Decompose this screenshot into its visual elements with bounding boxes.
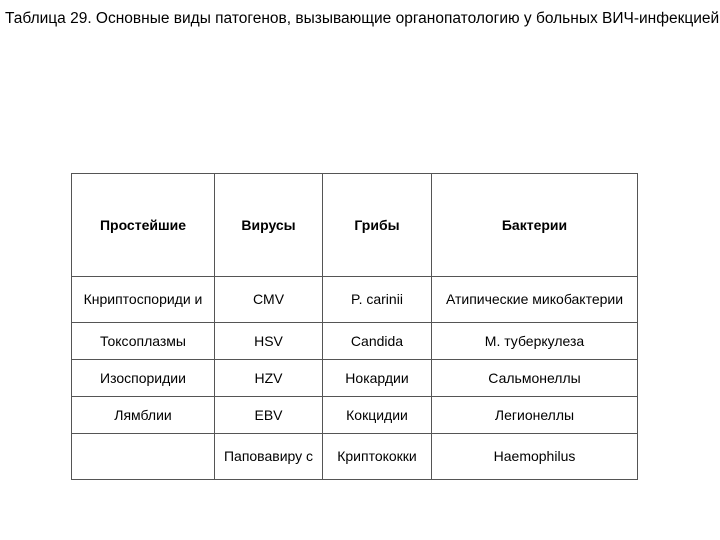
table-cell: Candida (323, 323, 432, 360)
table-cell: P. carinii (323, 277, 432, 323)
table-cell: Паповавиру с (215, 434, 323, 480)
table-cell: CMV (215, 277, 323, 323)
table-cell: Сальмонеллы (432, 360, 638, 397)
table-cell: Изоспоридии (72, 360, 215, 397)
table-cell: Легионеллы (432, 397, 638, 434)
table-cell: Кнриптоспориди и (72, 277, 215, 323)
table-cell: Лямблии (72, 397, 215, 434)
table-cell: Атипические микобактерии (432, 277, 638, 323)
table-cell: EBV (215, 397, 323, 434)
table-cell: Нокардии (323, 360, 432, 397)
table-row (72, 434, 638, 480)
table-cell: HZV (215, 360, 323, 397)
header-viruses: Вирусы (215, 174, 323, 277)
header-fungi: Грибы (323, 174, 432, 277)
table-cell: Кокцидии (323, 397, 432, 434)
table-cell: Haemophilus (432, 434, 638, 480)
table-cell: Токсоплазмы (72, 323, 215, 360)
table-header-row (72, 174, 638, 277)
pathogens-table (71, 173, 638, 480)
table-row (72, 277, 638, 323)
table-cell (72, 434, 215, 480)
table-cell: Криптококки (323, 434, 432, 480)
table-row (72, 360, 638, 397)
table-cell: М. туберкулеза (432, 323, 638, 360)
table-row (72, 397, 638, 434)
header-protozoa: Простейшие (72, 174, 215, 277)
table-row (72, 323, 638, 360)
table-cell: HSV (215, 323, 323, 360)
header-bacteria: Бактерии (432, 174, 638, 277)
page-title: Таблица 29. Основные виды патогенов, вызывающие органопатологию у больных ВИЧ-инфекцией (5, 10, 720, 27)
